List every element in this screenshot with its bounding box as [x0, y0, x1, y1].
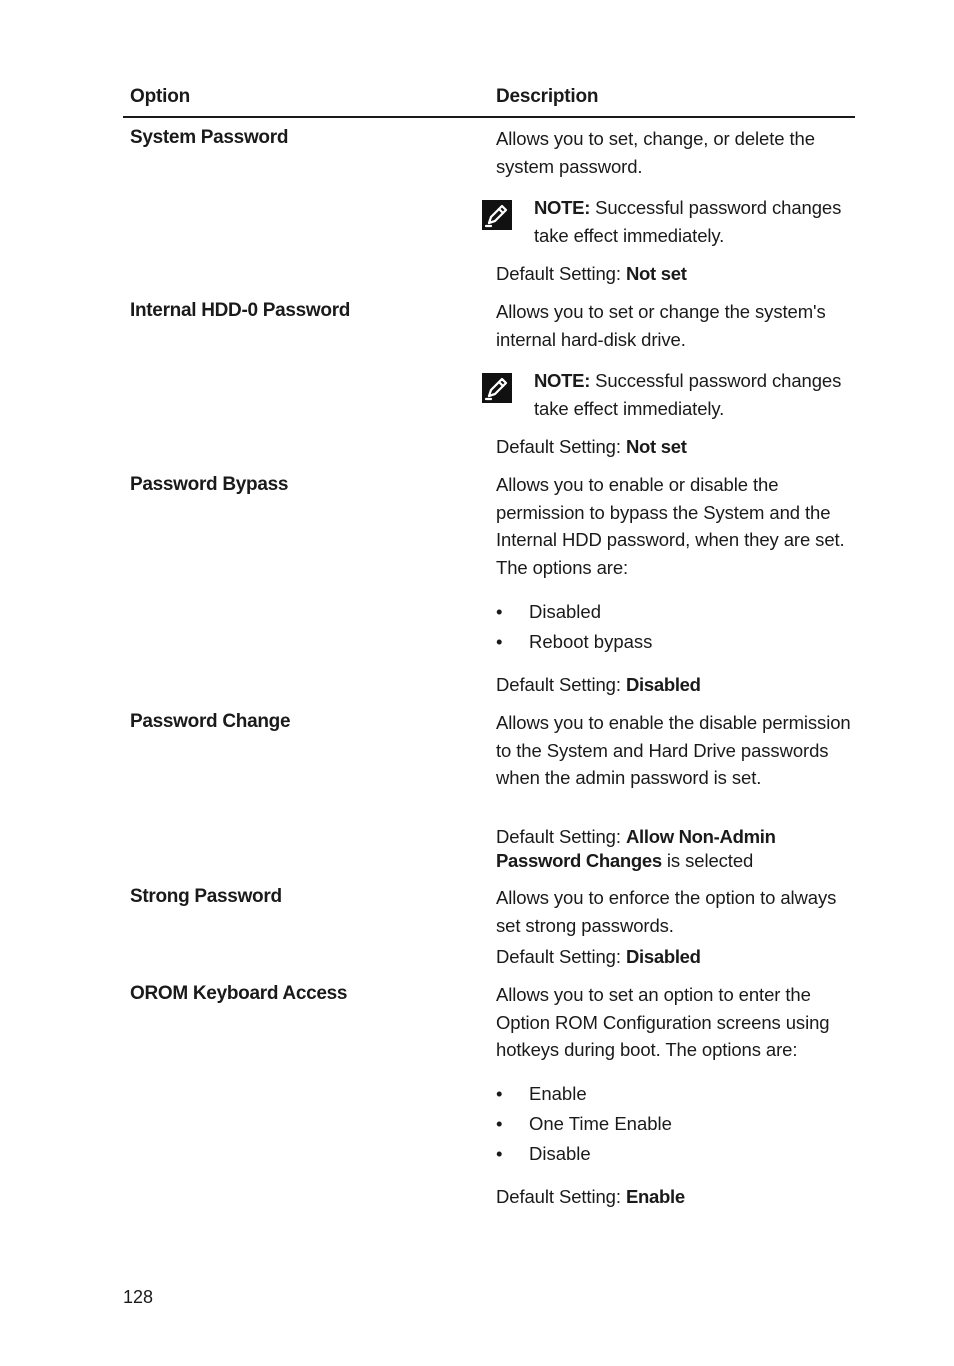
option-strong-password: Strong Password [130, 886, 282, 907]
list-item [496, 600, 601, 624]
note-body: Successful password changes take effect immediately. [534, 370, 842, 419]
default-value: Disabled [625, 674, 701, 695]
bullet-dot: • [496, 1113, 503, 1134]
description-password-bypass: Allows you to enable or disable the permission to bypass the System and the Internal HDD password, when they are set. The options are: [496, 474, 845, 578]
note-internal-hdd-password [482, 367, 854, 423]
description-internal-hdd-password: Allows you to set or change the system's internal hard-disk drive. [496, 301, 826, 350]
note-text [534, 367, 854, 422]
default-prefix: Default Setting: [496, 674, 621, 695]
default-value: Enable [625, 1186, 685, 1207]
default-system-password [496, 262, 854, 286]
note-body: Successful password changes take effect immediately. [534, 197, 842, 246]
list-item-text: One Time Enable [529, 1113, 672, 1134]
option-password-change: Password Change [130, 711, 291, 732]
note-pencil-icon [482, 373, 512, 403]
default-prefix: Default Setting: [496, 436, 621, 457]
description-orom-keyboard-access: Allows you to set an option to enter the Option ROM Configuration screens using hotkeys during boot. The options are: [496, 984, 830, 1060]
default-suffix: is selected [666, 850, 754, 871]
column-header-option: Option [130, 86, 191, 107]
bullet-dot: • [496, 631, 503, 652]
default-value: Allow Non-Admin Password Changes [496, 826, 776, 871]
page-number: 128 [123, 1287, 154, 1307]
description-system-password: Allows you to set, change, or delete the system password. [496, 128, 815, 177]
list-item-text: Enable [529, 1083, 587, 1104]
default-password-change [496, 825, 854, 873]
default-value: Disabled [625, 946, 701, 967]
note-label: NOTE: [534, 197, 591, 218]
default-internal-hdd-password [496, 435, 854, 459]
bullet-dot: • [496, 601, 503, 622]
default-prefix: Default Setting: [496, 1186, 621, 1207]
default-prefix: Default Setting: [496, 946, 621, 967]
default-prefix: Default Setting: [496, 826, 621, 847]
list-item-text: Disabled [529, 601, 601, 622]
header-rule [123, 116, 855, 118]
description-strong-password: Allows you to enforce the option to always set strong passwords. [496, 887, 837, 936]
list-item [496, 1142, 591, 1166]
note-pencil-icon [482, 200, 512, 230]
option-password-bypass: Password Bypass [130, 474, 289, 495]
default-orom-keyboard-access [496, 1185, 854, 1209]
note-system-password [482, 194, 854, 250]
default-prefix: Default Setting: [496, 263, 621, 284]
option-orom-keyboard-access: OROM Keyboard Access [130, 983, 348, 1004]
list-item [496, 630, 652, 654]
default-value: Not set [625, 436, 687, 457]
list-item [496, 1082, 587, 1106]
default-password-bypass [496, 673, 854, 697]
note-label: NOTE: [534, 370, 591, 391]
bullet-dot: • [496, 1083, 503, 1104]
default-strong-password [496, 945, 854, 969]
option-system-password: System Password [130, 127, 289, 148]
default-value: Not set [625, 263, 687, 284]
note-text [534, 194, 854, 249]
column-header-description: Description [496, 86, 599, 107]
list-item-text: Reboot bypass [529, 631, 653, 652]
list-item-text: Disable [529, 1143, 591, 1164]
description-password-change: Allows you to enable the disable permission to the System and Hard Drive passwords when the admin password is set. [496, 712, 851, 788]
bullet-dot: • [496, 1143, 503, 1164]
option-internal-hdd-password: Internal HDD-0 Password [130, 300, 351, 321]
list-item [496, 1112, 672, 1136]
